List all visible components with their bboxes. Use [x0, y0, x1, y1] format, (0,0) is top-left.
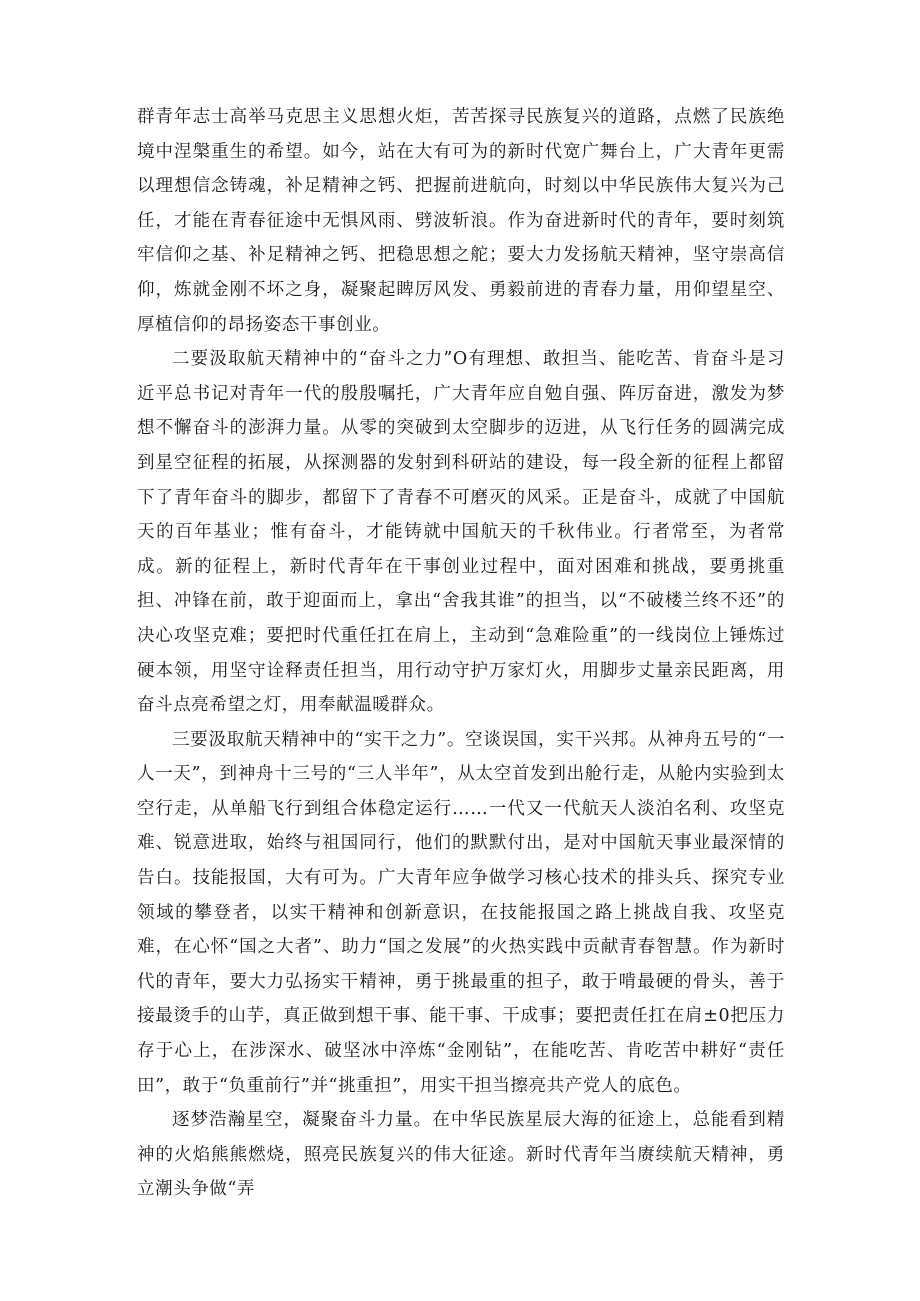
paragraph-practical-power: 三要汲取航天精神中的“实干之力”。空谈误国，实干兴邦。从神舟五号的“一人一天”，到神舟十三号的“三人半年”，从太空首发到出舱行走，从舱内实验到太空行走，从单船飞行到组合体稳定运行……一代又一代航天人淡泊名利、攻坚克难、锐意进取，始终与祖国同行，他们的默默付出，是对中国航天事业最深情的告白。技能报国，大有可为。广大青年应争做学习核心技术的排头兵、探究专业领域的攀登者，以实干精神和创新意识，在技能报国之路上挑战自我、攻坚克难，在心怀“国之大者”、助力“国之发展”的火热实践中贡献青春智慧。作为新时代的青年，要大力弘扬实干精神，勇于挑最重的担子，敢于啃最硬的骨头，善于接最烫手的山芋，真正做到想干事、能干事、干成事；要把责任扛在肩±0把压力存于心上，在涉深水、破坚冰中淬炼“金刚钻”，在能吃苦、肯吃苦中耕好“责任田”，敢于“负重前行”并“挑重担”，用实干担当擦亮共产党人的底色。: [137, 729, 785, 1096]
paragraph-struggle-power: 二要汲取航天精神中的“奋斗之力”O有理想、敢担当、能吃苦、肯奋斗是习近平总书记对青年一代的殷殷嘱托，广大青年应自勉自强、阵厉奋进，激发为梦想不懈奋斗的澎湃力量。从零的突破到太空脚步的迈进，从飞行任务的圆满完成到星空征程的拓展，从探测器的发射到科研站的建设，每一段全新的征程上都留下了青年奋斗的脚步，都留下了青春不可磨灭的风采。正是奋斗，成就了中国航天的百年基业；惟有奋斗，才能铸就中国航天的千秋伟业。行者常至，为者常成。新的征程上，新时代青年在干事创业过程中，面对困难和挑战，要勇挑重担、冲锋在前，敢于迎面而上，拿出“舍我其谁”的担当，以“不破楼兰终不还”的决心攻坚克难；要把时代重任扛在肩上，主动到“急难险重”的一线岗位上锤炼过硬本领，用坚守诠释责任担当，用行动守护万家灯火，用脚步丈量亲民距离，用奋斗点亮希望之灯，用奉献温暖群众。: [137, 349, 785, 716]
paragraph-continuation: 群青年志士高举马克思主义思想火炬，苦苦探寻民族复兴的道路，点燃了民族绝境中涅槃重生的希望。如今，站在大有可为的新时代宽广舞台上，广大青年更需以理想信念铸魂，补足精神之钙、把握前进航向，时刻以中华民族伟大复兴为己任，才能在青春征途中无惧风雨、劈波斩浪。作为奋进新时代的青年，要时刻筑牢信仰之基、补足精神之钙、把稳思想之舵；要大力发扬航天精神，坚守崇高信仰，炼就金刚不坏之身，凝聚起睥厉风发、勇毅前进的青春力量，用仰望星空、厚植信仰的昂扬姿态干事创业。: [137, 107, 785, 335]
paragraph-conclusion: 逐梦浩瀚星空，凝聚奋斗力量。在中华民族星辰大海的征途上，总能看到精神的火焰熊熊燃烧，照亮民族复兴的伟大征途。新时代青年当赓续航天精神，勇立潮头争做“弄: [137, 1110, 785, 1200]
